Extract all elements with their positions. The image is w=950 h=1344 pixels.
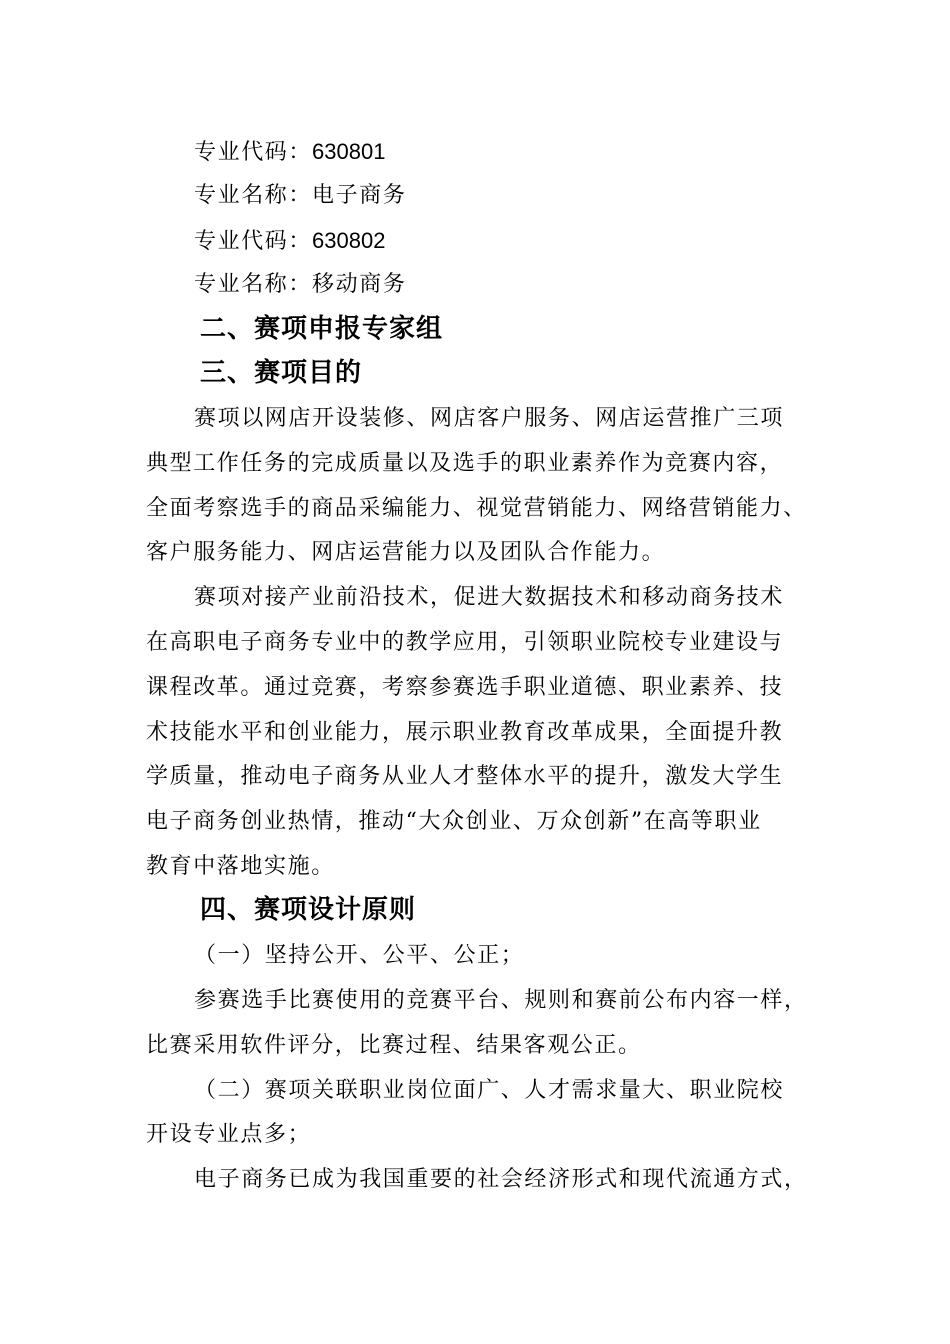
section-heading-2: 二、赛项申报专家组 xyxy=(200,314,444,344)
paragraph-line: 赛项以网店开设装修、网店客户服务、网店运营推广三项 xyxy=(194,406,785,431)
paragraph-line: 比赛采用软件评分，比赛过程、结果客观公正。 xyxy=(146,1033,642,1058)
paragraph-line: 全面考察选手的商品采编能力、视觉营销能力、网络营销能力、 xyxy=(146,496,807,521)
paragraph-line: 在高职电子商务专业中的教学应用，引领职业院校专业建设与 xyxy=(146,630,784,655)
major-code-1 xyxy=(194,137,385,168)
major-code-2 xyxy=(194,226,385,257)
major-code-label: 专业代码： xyxy=(194,140,313,165)
major-name-2 xyxy=(194,270,406,300)
paragraph-line: 典型工作任务的完成质量以及选手的职业素养作为竞赛内容， xyxy=(146,451,784,476)
major-code-value: 630801 xyxy=(312,139,386,164)
section-heading-4: 四、赛项设计原则 xyxy=(200,895,417,925)
paragraph-line: 赛项对接产业前沿技术，促进大数据技术和移动商务技术 xyxy=(194,585,785,610)
major-name-value: 移动商务 xyxy=(312,272,407,297)
paragraph-line: 电子商务已成为我国重要的社会经济形式和现代流通方式， xyxy=(194,1167,808,1192)
paragraph-line: 术技能水平和创业能力，展示职业教育改革成果，全面提升教 xyxy=(146,720,784,745)
major-name-label: 专业名称： xyxy=(194,183,313,208)
paragraph-line: 参赛选手比赛使用的竞赛平台、规则和赛前公布内容一样， xyxy=(194,988,808,1013)
major-name-1 xyxy=(194,181,406,211)
major-code-label: 专业代码： xyxy=(194,229,313,254)
paragraph-line: 教育中落地实施。 xyxy=(146,854,335,879)
major-name-value: 电子商务 xyxy=(312,183,407,208)
paragraph-line: 电子商务创业热情，推动“大众创业、万众创新”在高等职业 xyxy=(146,809,762,834)
paragraph-line: 课程改革。通过竞赛，考察参赛选手职业道德、职业素养、技 xyxy=(146,675,784,700)
section-heading-3: 三、赛项目的 xyxy=(200,358,363,388)
principle-1-title: （一）坚持公开、公平、公正； xyxy=(194,943,525,968)
paragraph-line: 学质量，推动电子商务从业人才整体水平的提升，激发大学生 xyxy=(146,764,784,789)
principle-2-title: （二）赛项关联职业岗位面广、人才需求量大、职业院校 xyxy=(194,1078,785,1103)
major-code-value: 630802 xyxy=(312,228,386,253)
principle-2-title-continued: 开设专业点多； xyxy=(146,1122,312,1147)
major-name-label: 专业名称： xyxy=(194,272,313,297)
paragraph-line: 客户服务能力、网店运营能力以及团队合作能力。 xyxy=(146,540,666,565)
